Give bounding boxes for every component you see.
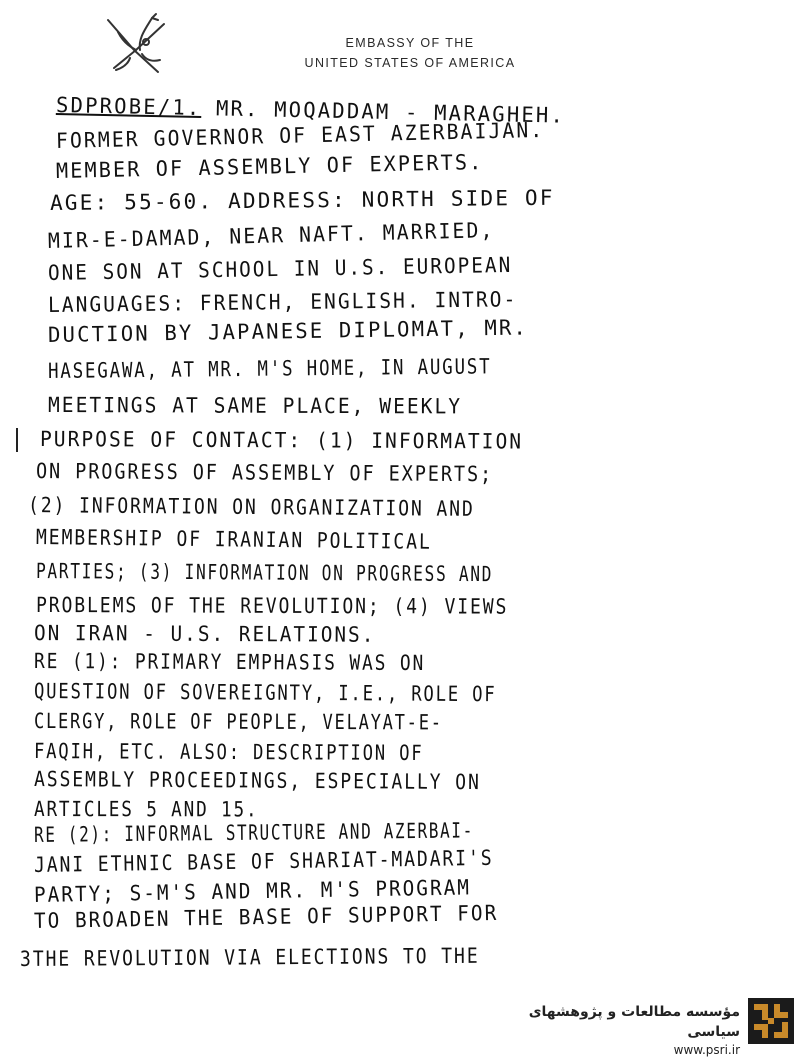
handwritten-line-18: RE (1): PRIMARY EMPHASIS WAS ON	[33, 649, 426, 676]
handwritten-line-21: FAQIH, ETC. ALSO: DESCRIPTION OF	[33, 739, 424, 766]
handwritten-line-9: HASEGAWA, AT MR. M'S HOME, IN AUGUST	[47, 354, 492, 383]
handwritten-line-22: ASSEMBLY PROCEEDINGS, ESPECIALLY ON	[33, 767, 481, 795]
handwritten-line-12: ON PROGRESS OF ASSEMBLY OF EXPERTS;	[35, 459, 494, 487]
handwritten-line-20: CLERGY, ROLE OF PEOPLE, VELAYAT-E-	[33, 709, 443, 735]
margin-mark	[16, 428, 18, 452]
letterhead-line-2: UNITED STATES OF AMERICA	[304, 56, 516, 70]
handwritten-line-6: ONE SON AT SCHOOL IN U.S. EUROPEAN	[47, 252, 513, 285]
handwritten-line-14: MEMBERSHIP OF IRANIAN POLITICAL	[35, 525, 432, 554]
institute-url[interactable]: www.psri.ir	[673, 1043, 740, 1057]
handwritten-line-17: ON IRAN - U.S. RELATIONS.	[33, 621, 376, 647]
handwritten-line-5: MIR-E-DAMAD, NEAR NAFT. MARRIED,	[47, 218, 495, 253]
handwritten-line-28	[20, 941, 480, 974]
handwritten-line-13: (2) INFORMATION ON ORGANIZATION AND	[27, 493, 475, 521]
handwritten-line-25: JANI ETHNIC BASE OF SHARIAT-MADARI'S	[33, 845, 494, 877]
page-number: 3	[19, 946, 33, 971]
institute-name: مؤسسه مطالعات و پژوهشهای سیاسی	[528, 1004, 740, 1040]
handwritten-line-19: QUESTION OF SOVEREIGNTY, I.E., ROLE OF	[33, 679, 497, 707]
eagle-seal-icon	[100, 10, 180, 78]
handwritten-line-24: RE (2): INFORMAL STRUCTURE AND AZERBAI-	[33, 818, 475, 847]
document-heading: SDPROBE/1.	[55, 93, 202, 121]
handwritten-line-10: MEETINGS AT SAME PLACE, WEEKLY	[47, 393, 463, 419]
handwritten-line-8: DUCTION BY JAPANESE DIPLOMAT, MR.	[47, 315, 529, 347]
handwritten-line-3: MEMBER OF ASSEMBLY OF EXPERTS.	[55, 150, 484, 183]
handwritten-line-16: PROBLEMS OF THE REVOLUTION; (4) VIEWS	[35, 593, 509, 619]
line-text: THE REVOLUTION VIA ELECTIONS TO THE	[32, 943, 480, 971]
handwritten-line-4: AGE: 55-60. ADDRESS: NORTH SIDE OF	[49, 185, 555, 215]
handwritten-line-11: PURPOSE OF CONTACT: (1) INFORMATION	[39, 427, 524, 454]
handwritten-line-7: LANGUAGES: FRENCH, ENGLISH. INTRO-	[47, 287, 518, 317]
letterhead-line-1: EMBASSY OF THE	[345, 36, 475, 50]
handwritten-line-27: TO BROADEN THE BASE OF SUPPORT FOR	[33, 900, 499, 933]
handwritten-line-2: FORMER GOVERNOR OF EAST AZERBAIJAN.	[55, 117, 545, 153]
handwritten-line-26: PARTY; S-M'S AND MR. M'S PROGRAM	[33, 875, 472, 907]
handwritten-line-23: ARTICLES 5 AND 15.	[33, 797, 259, 822]
line-text: MR. MOQADDAM - MARAGHEH.	[201, 96, 566, 128]
institute-logo-icon	[748, 998, 794, 1044]
letterhead	[270, 33, 550, 73]
institute-footer	[472, 1002, 740, 1058]
handwritten-line-15: PARTIES; (3) INFORMATION ON PROGRESS AND	[35, 559, 494, 587]
